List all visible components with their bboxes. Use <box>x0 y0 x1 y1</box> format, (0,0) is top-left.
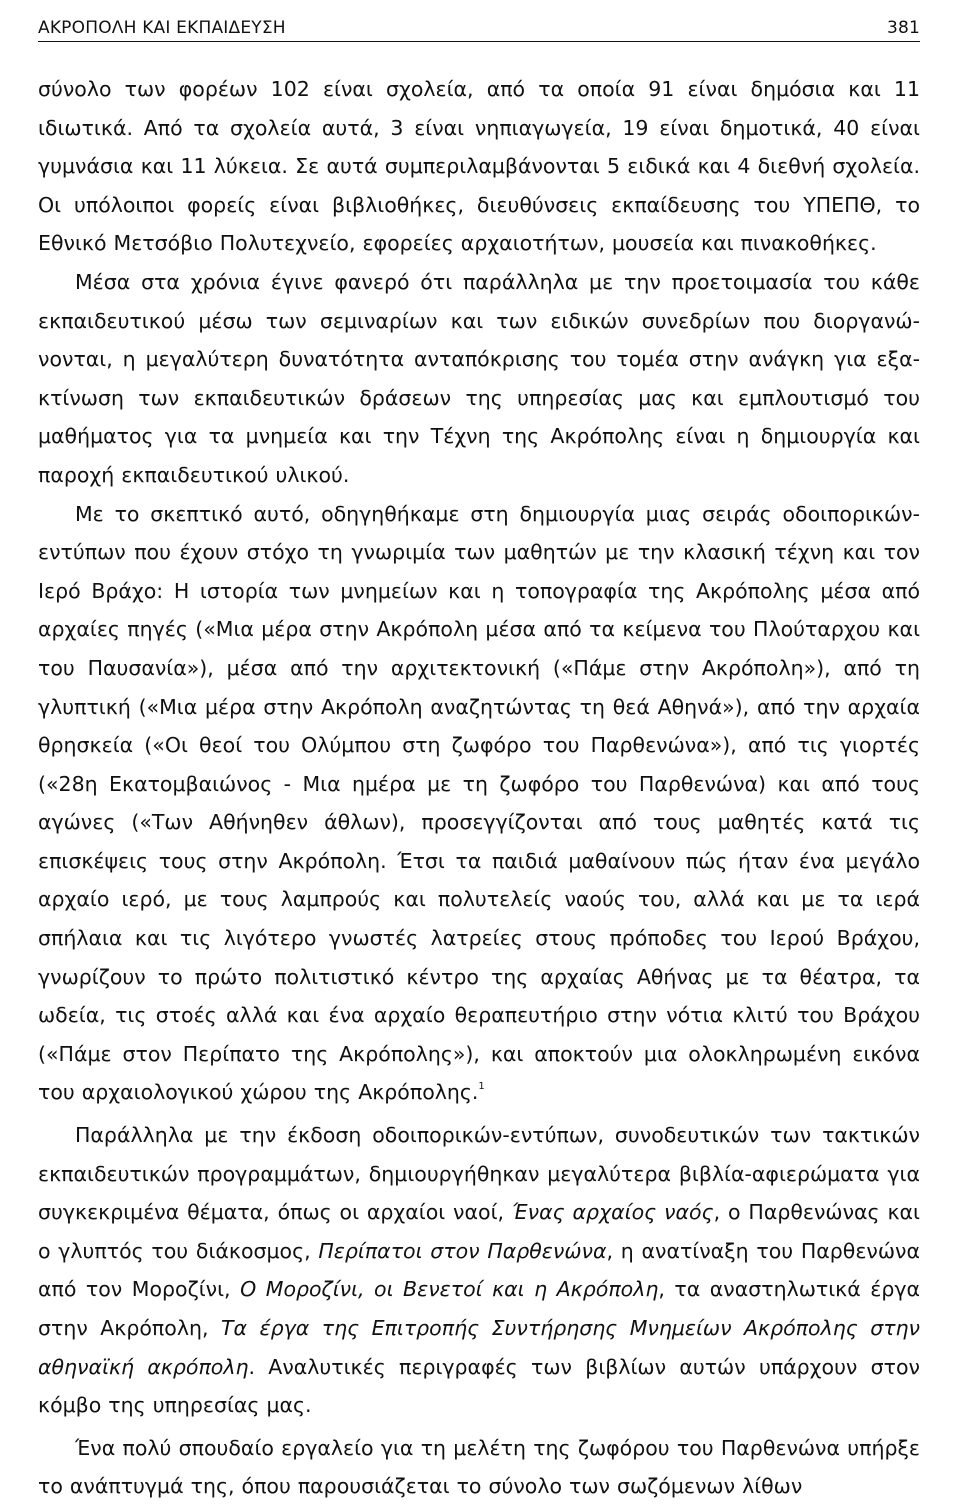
paragraph-2 <box>38 263 920 495</box>
footnote-marker: 1 <box>478 1081 485 1093</box>
body-text <box>38 70 920 1506</box>
book-title-italic: Περίπατοι στον Παρθενώνα <box>318 1238 607 1263</box>
book-title-italic: Ένας αρχαίος ναός <box>511 1200 714 1225</box>
paragraph-5 <box>38 1429 920 1506</box>
paragraph-4-segment: . Αναλυτικές περιγραφές των βιβλίων αυτών υπάρχουν στον κόμβο της υπηρεσίας μας. <box>38 1354 921 1418</box>
paragraph-5-text: Ένα πολύ σπουδαίο εργαλείο για τη μελέτη της ζωφόρου του Παρθενώνα υπήρξε το ανάπτυγμά της, όπου παρουσιάζεται το σύνολο των σωζόμενων λίθων <box>38 1435 920 1499</box>
paragraph-1 <box>38 70 920 263</box>
paragraph-2-text: Μέσα στα χρόνια έγινε φανερό ότι παράλληλα με την προετοιμασία του κάθε εκπαιδευτικού μέσω των σεμιναρίων και των ειδικών συνεδρίων που διοργανώνονται, η μεγαλύτερη δυνατότητα ανταπόκρισης του τομέα στην ανάγκη για εξακτίνωση των εκπαιδευτικών δράσεων της υπηρεσίας μας και εμπλουτισμό του μαθήματος για τα μνημεία και την Τέχνη της Ακρόπολης είναι η δημιουργία και παροχή εκπαιδευτικού υλικού. <box>38 269 920 487</box>
paragraph-4-segment: , ο Παρθενώνας και ο γλυπτός του διάκοσμος, <box>38 1200 920 1263</box>
paragraph-4 <box>38 1116 920 1425</box>
paragraph-3 <box>38 495 920 1113</box>
running-header-title: ΑΚΡΟΠΟΛΗ ΚΑΙ ΕΚΠΑΙΔΕΥΣΗ <box>38 18 286 38</box>
paragraph-4-segment: , τα αναστηλωτικά έργα στην Ακρόπολη, <box>38 1277 921 1340</box>
paragraph-3-text: Με το σκεπτικό αυτό, οδηγηθήκαμε στη δημιουργία μιας σειράς οδοιπορικών-εντύπων που έχουν στόχο τη γνωριμία των μαθητών με την κλασική τέχνη και τον Ιερό Βράχο: Η ιστορία των μνημείων και η τοπογραφία της Ακρόπολης μέσα από αρχαίες πηγές («Μια μέρα στην Ακρόπολη μέσα από τα κείμενα του Πλούταρχου και του Παυσανία»), μέσα από την αρχιτεκτονική («Πάμε στην Ακρόπολη»), από τη γλυπτική («Μια μέρα στην Ακρόπολη αναζητώντας τη θεά Αθηνά»), από την αρχαία θρησκεία («Οι θεοί του Ολύμπου στη ζωφόρο του Παρθενώνα»), από τις γιορτές («28η Εκατομβαιώνος - Μια ημέρα με τη ζωφόρο του Παρθενώνα) και από τους αγώνες («Των Αθήνηθεν άθλων), προσεγγίζονται από τους μαθητές κατά τις επισκέψεις τους στην Ακρόπολη. Έτσι τα παιδιά μαθαίνουν πώς ήταν ένα μεγάλο αρχαίο ιερό, με τους λαμπρούς και πολυτελείς ναούς του, αλλά και με τα ιερά σπήλαια και τις λιγότερο γνωστές λατρείες στους πρόποδες του Ιερού Βράχου, γνωρίζουν το πρώτο πολιτιστικό κέντρο της αρχαίας Αθήνας με τα θέατρα, τα ωδεία, τις στοές αλλά και ένα αρχαίο θεραπευτήριο στην νότια κλιτύ του Βράχου («Πάμε στον Περίπατο της Ακρόπολης»), και αποκτούν μια ολοκληρωμένη εικόνα του αρχαιολογικού χώρου της Ακρόπολης. <box>38 501 920 1105</box>
paragraph-1-text: σύνολο των φορέων 102 είναι σχολεία, από τα οποία 91 είναι δημόσια και 11 ιδιωτικά. Από τα σχολεία αυτά, 3 είναι νηπιαγωγεία, 19 είναι δημοτικά, 40 είναι γυμνάσια και 11 λύκεια. Σε αυτά συμπεριλαμβάνονται 5 ειδικά και 4 διεθνή σχολεία. Οι υπόλοιποι φορείς είναι βιβλιοθήκες, διευθύνσεις εκπαίδευσης του ΥΠΕΠΘ, το Εθνικό Μετσόβιο Πολυτεχνείο, εφορείες αρχαιοτήτων, μουσεία και πινακοθήκες. <box>38 77 920 256</box>
book-page <box>38 18 920 1506</box>
running-header <box>38 18 920 42</box>
book-title-italic: Τα έργα της Επιτροπής Συντήρησης Μνημείων Ακρόπολης στην αθηναϊκή ακρόπολη <box>38 1316 920 1379</box>
paragraph-4-segment: , η ανατίναξη του Παρθενώνα από τον Μοροζίνι, <box>38 1238 920 1302</box>
book-title-italic: Ο Μοροζίνι, οι Βενετοί και η Ακρόπολη <box>240 1277 659 1302</box>
page-number: 381 <box>886 18 920 38</box>
paragraph-4-segment: Παράλληλα με την έκδοση οδοιπορικών-εντύπων, συνοδευτικών των τακτικών εκπαιδευτικών προγραμμάτων, δημιουργήθηκαν μεγαλύτερα βιβλία-αφιερώματα για συγκεκριμένα θέματα, όπως οι αρχαίοι ναοί, <box>38 1123 920 1225</box>
